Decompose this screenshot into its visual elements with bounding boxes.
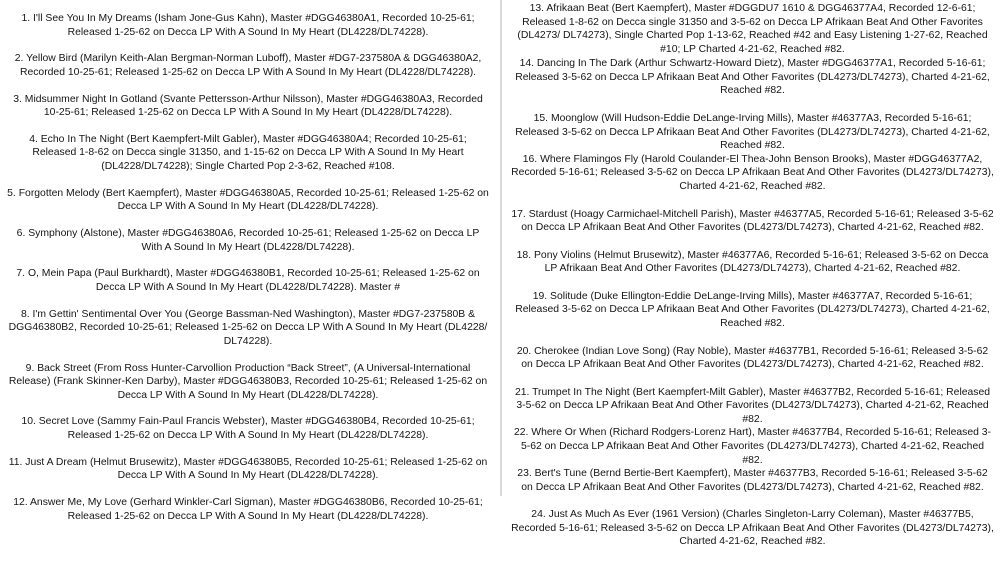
track-entry: 13. Afrikaan Beat (Bert Kaempfert), Master #DGGDU7 1610 & DGG46377A4, Recorded 12-6-61; Released 1-8-62 on Decca single 31350 and 3-5-62 on Decca LP Afrikaan Beat And Other Favorites (DL4273/ DL74273), Single Charted Pop 1-13-62, Reached #42 and Easy Listening 1-27-62, Reached #10; LP Charted 4-21-62, Reached #82.	[517, 3, 988, 55]
track-entry: 6. Symphony (Alstone), Master #DGG46380A6, Recorded 10-25-61; Released 1-25-62 on Decca LP With A Sound In My Heart (DL4228/DL74228).	[16, 228, 480, 253]
track-entry: 5. Forgotten Melody (Bert Kaempfert), Master #DGG46380A5, Recorded 10-25-61; Released 1-25-62 on Decca LP With A Sound In My Heart (DL4228/DL74228).	[7, 187, 489, 213]
track-entry: 20. Cherokee (Indian Love Song) (Ray Noble), Master #46377B1, Recorded 5-16-61; Released 3-5-62 on Decca LP Afrikaan Beat And Other Favorites (DL4273/DL74273), Charted 4-21-62, Reached #82.	[516, 345, 989, 371]
right-column	[505, 0, 1000, 563]
track-entry: 21. Trumpet In The Night (Bert Kaempfert-Milt Gabler), Master #46377B2, Recorded 5-16-61; Released 3-5-62 on Decca LP Afrikaan Beat And Other Favorites (DL4273/DL74273), Charted 4-21-62, Reached #82.	[514, 386, 991, 425]
track-entry: 17. Stardust (Hoagy Carmichael-Mitchell Parish), Master #46377A5, Recorded 5-16-61; Released 3-5-62 on Decca LP Afrikaan Beat And Other Favorites (DL4273/DL74273), Charted 4-21-62, Reached #82.	[511, 208, 994, 234]
track-entry: 1. I'll See You In My Dreams (Isham Jone-Gus Kahn), Master #DGG46380A1, Recorded 10-25-61; Released 1-25-62 on Decca LP With A Sound In My Heart (DL4228/DL74228).	[21, 13, 475, 38]
track-entry: 19. Solitude (Duke Ellington-Eddie DeLange-Irving Mills), Master #46377A7, Recorded 5-16-61; Released 3-5-62 on Decca LP Afrikaan Beat And Other Favorites (DL4273/DL74273), Charted 4-21-62, Reached #82.	[515, 290, 990, 329]
track-entry: 14. Dancing In The Dark (Arthur Schwartz-Howard Dietz), Master #DGG46377A1, Recorded 5-16-61; Released 3-5-62 on Decca LP Afrikaan Beat And Other Favorites (DL4273/DL74273), Charted 4-21-62, Reached #82.	[515, 58, 990, 97]
track-entry: 22. Where Or When (Richard Rodgers-Lorenz Hart), Master #46377B4, Recorded 5-16-61; Released 3-5-62 on Decca LP Afrikaan Beat And Other Favorites (DL4273/DL74273), Charted 4-21-62, Reached #82.	[513, 427, 992, 466]
track-entry: 24. Just As Much As Ever (1961 Version) (Charles Singleton-Larry Coleman), Master #46377B5, Recorded 5-16-61; Released 3-5-62 on Decca LP Afrikaan Beat And Other Favorites (DL4273/DL74273), Charted 4-21-62, Reached #82.	[511, 509, 994, 548]
track-entry: 8. I'm Gettin' Sentimental Over You (George Bassman-Ned Washington), Master #DG7-237580B & DGG46380B2, Recorded 10-25-61; Released 1-25-62 on Decca LP With A Sound In My Heart (DL4228/ DL74228).	[8, 308, 488, 347]
track-entry: 15. Moonglow (Will Hudson-Eddie DeLange-Irving Mills), Master #46377A3, Recorded 5-16-61; Released 3-5-62 on Decca LP Afrikaan Beat And Other Favorites (DL4273/DL74273), Charted 4-21-62, Reached #82.	[515, 113, 990, 152]
track-entry: 3. Midsummer Night In Gotland (Svante Pettersson-Arthur Nilsson), Master #DGG46380A3, Recorded 10-25-61; Released 1-25-62 on Decca LP With A Sound In My Heart (DL4228/DL74228).	[13, 93, 483, 119]
track-entry: 9. Back Street (From Ross Hunter-Carvollion Production “Back Street”, (A Universal-International Release) (Frank Skinner-Ken Darby), Master #DGG46380B3, Recorded 10-25-61; Released 1-25-62 on Decca LP With A Sound In My Heart (DL4228/DL74228).	[8, 362, 488, 401]
track-entry: 11. Just A Dream (Helmut Brusewitz), Master #DGG46380B5, Recorded 10-25-61; Released 1-25-62 on Decca LP With A Sound In My Heart (DL4228/DL74228).	[8, 456, 488, 482]
track-entry: 16. Where Flamingos Fly (Harold Coulander-El Thea-John Benson Brooks), Master #DGG46377A2, Recorded 5-16-61; Released 3-5-62 on Decca LP Afrikaan Beat And Other Favorites (DL4273/DL74273), Charted 4-21-62, Reached #82.	[511, 153, 994, 193]
track-entry: 7. O, Mein Papa (Paul Burkhardt), Master #DGG46380B1, Recorded 10-25-61; Released 1-25-62 on Decca LP With A Sound In My Heart (DL4228/DL74228). Master #	[16, 268, 480, 293]
track-entry: 2. Yellow Bird (Marilyn Keith-Alan Bergman-Norman Luboff), Master #DG7-237580A & DGG46380A2, Recorded 10-25-61; Released 1-25-62 on Decca LP With A Sound In My Heart (DL4228/DL74228).	[14, 53, 482, 78]
track-entry: 18. Pony Violins (Helmut Brusewitz), Master #46377A6, Recorded 5-16-61; Released 3-5-62 on Decca LP Afrikaan Beat And Other Favorites (DL4273/DL74273), Charted 4-21-62, Reached #82.	[516, 249, 989, 275]
track-entry: 23. Bert's Tune (Bernd Bertie-Bert Kaempfert), Master #46377B3, Recorded 5-16-61; Released 3-5-62 on Decca LP Afrikaan Beat And Other Favorites (DL4273/DL74273), Charted 4-21-62, Reached #82.	[517, 468, 988, 493]
track-entry: 4. Echo In The Night (Bert Kaempfert-Milt Gabler), Master #DGG46380A4; Recorded 10-25-61; Released 1-8-62 on Decca single 31350, and 1-15-62 on Decca LP With A Sound In My Heart (DL4228/DL74228); Single Charted Pop 2-3-62, Reached #108.	[29, 133, 467, 173]
track-entry: 10. Secret Love (Sammy Fain-Paul Francis Webster), Master #DGG46380B4, Recorded 10-25-61; Released 1-25-62 on Decca LP With A Sound In My Heart (DL4228/DL74228).	[21, 416, 475, 442]
track-entry: 12. Answer Me, My Love (Gerhard Winkler-Carl Sigman), Master #DGG46380B6, Recorded 10-25-61; Released 1-25-62 on Decca LP With A Sound In My Heart (DL4228/DL74228).	[13, 497, 483, 522]
page-gutter	[500, 0, 502, 496]
left-column	[0, 0, 496, 536]
